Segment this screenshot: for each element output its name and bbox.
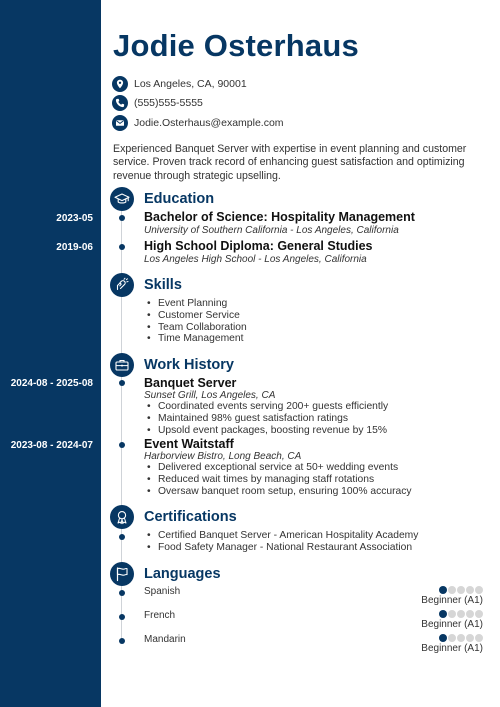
education-date: 2019-06 — [56, 242, 93, 253]
skills-list — [144, 298, 247, 345]
proficiency-dot — [448, 586, 456, 594]
languages-heading: Languages — [144, 566, 221, 582]
language-name: Mandarin — [144, 634, 186, 645]
contact-location — [112, 75, 247, 93]
job-bullet: • Upsold event packages, boosting revenue by 15% — [144, 425, 388, 437]
certification-item: • Food Safety Manager - National Restaurant Association — [144, 542, 418, 554]
company-name: Harborview Bistro, Long Beach, CA — [144, 451, 302, 462]
envelope-icon — [112, 115, 128, 131]
work-history-heading: Work History — [144, 357, 234, 373]
proficiency-dot — [448, 610, 456, 618]
timeline-dot — [119, 614, 125, 620]
proficiency-dots — [413, 586, 483, 594]
job-bullet: • Coordinated events serving 200+ guests efficiently — [144, 401, 388, 413]
timeline-dot — [119, 244, 125, 250]
job-bullet: • Reduced wait times by managing staff rotations — [144, 474, 412, 486]
proficiency-dot — [457, 610, 465, 618]
flag-icon — [110, 562, 134, 586]
briefcase-icon — [110, 353, 134, 377]
job-title: Banquet Server — [144, 376, 237, 390]
proficiency-dot — [466, 634, 474, 642]
proficiency-dot — [457, 634, 465, 642]
job-bullets — [144, 401, 388, 436]
proficiency-dot — [475, 634, 483, 642]
phone-icon — [112, 95, 128, 111]
level-label: Beginner (A1) — [421, 619, 483, 630]
degree-title: High School Diploma: General Studies — [144, 239, 373, 253]
degree-title: Bachelor of Science: Hospitality Management — [144, 210, 415, 224]
school-name: University of Southern California - Los Angeles, California — [144, 225, 399, 236]
map-pin-icon — [112, 76, 128, 92]
professional-summary: Experienced Banquet Server with expertise in event planning and customer service. Proven track record of enhancing guest satisfaction and optimizing revenue through strategic upselling. — [113, 143, 467, 182]
skill-item: • Customer Service — [144, 310, 247, 322]
proficiency-dots — [413, 634, 483, 642]
job-bullet: • Maintained 98% guest satisfaction ratings — [144, 413, 388, 425]
left-sidebar — [0, 0, 101, 707]
job-date: 2024-08 - 2025-08 — [10, 378, 93, 389]
language-level — [413, 634, 483, 654]
timeline-dot — [119, 638, 125, 644]
language-name: French — [144, 610, 176, 621]
education-heading: Education — [144, 191, 215, 207]
certifications-heading: Certifications — [144, 509, 237, 525]
level-label: Beginner (A1) — [421, 595, 483, 606]
job-title: Event Waitstaff — [144, 437, 234, 451]
email-text[interactable]: Jodie.Osterhaus@example.com — [134, 117, 284, 129]
proficiency-dot — [475, 586, 483, 594]
proficiency-dot — [439, 634, 447, 642]
phone-text: (555)555-5555 — [134, 97, 203, 109]
proficiency-dot — [439, 610, 447, 618]
award-ribbon-icon — [110, 505, 134, 529]
proficiency-dots — [413, 610, 483, 618]
job-date: 2023-08 - 2024-07 — [10, 440, 93, 451]
graduation-cap-icon — [110, 187, 134, 211]
skills-heading: Skills — [144, 277, 182, 293]
school-name: Los Angeles High School - Los Angeles, California — [144, 254, 367, 265]
certification-item: • Certified Banquet Server - American Hospitality Academy — [144, 530, 418, 542]
location-text: Los Angeles, CA, 90001 — [134, 78, 247, 90]
candidate-name: Jodie Osterhaus — [113, 28, 359, 63]
level-label: Beginner (A1) — [421, 643, 483, 654]
timeline-dot — [119, 215, 125, 221]
skill-item: • Team Collaboration — [144, 322, 247, 334]
proficiency-dot — [439, 586, 447, 594]
skill-item: • Event Planning — [144, 298, 247, 310]
company-name: Sunset Grill, Los Angeles, CA — [144, 390, 276, 401]
contact-email — [112, 114, 284, 132]
proficiency-dot — [475, 610, 483, 618]
timeline-dot — [119, 590, 125, 596]
proficiency-dot — [466, 610, 474, 618]
job-bullet: • Oversaw banquet room setup, ensuring 100% accuracy — [144, 486, 412, 498]
timeline-dot — [119, 534, 125, 540]
education-date: 2023-05 — [56, 213, 93, 224]
certifications-list — [144, 530, 418, 554]
job-bullets — [144, 462, 412, 497]
proficiency-dot — [448, 634, 456, 642]
timeline-dot — [119, 442, 125, 448]
skill-item: • Time Management — [144, 333, 247, 345]
timeline-dot — [119, 380, 125, 386]
language-level — [413, 610, 483, 630]
job-bullet: • Delivered exceptional service at 50+ wedding events — [144, 462, 412, 474]
contact-phone — [112, 94, 203, 112]
proficiency-dot — [457, 586, 465, 594]
proficiency-dot — [466, 586, 474, 594]
language-name: Spanish — [144, 586, 181, 597]
language-level — [413, 586, 483, 606]
skills-hand-icon — [110, 273, 134, 297]
